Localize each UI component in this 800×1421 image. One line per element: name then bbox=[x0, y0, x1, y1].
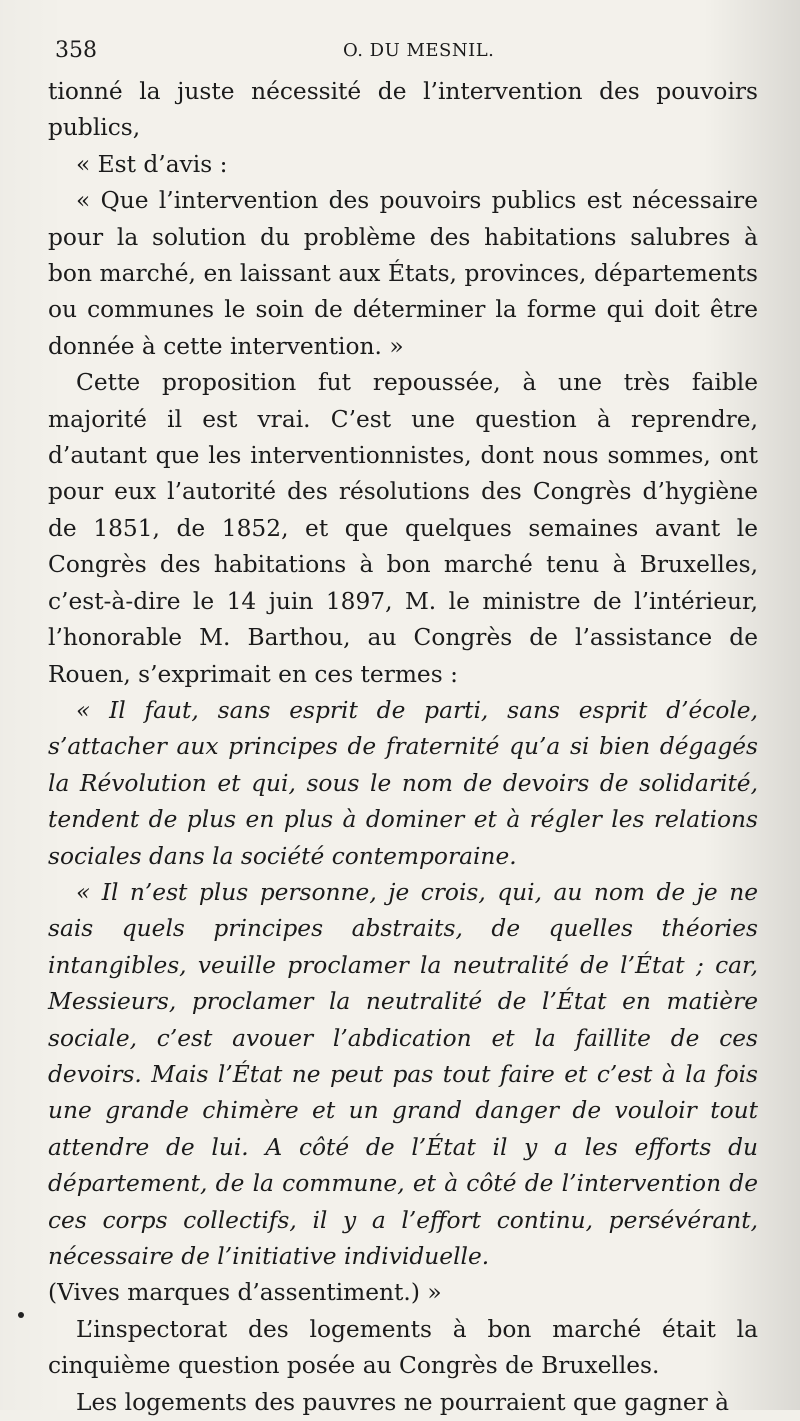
quote-paragraph-2: « Il n’est plus personne, je crois, qui, au nom de je ne sais quels principes abstraits, de quelles théories intangibles, veuille proclamer la neutralité de l’État ; car, Messieurs, proclamer la neutralité de l’État en matière sociale, c’est avouer l’abdication et la faillite de ces devoirs. Mais l’État ne peut pas tout faire et c’est à la fois une grande chimère et un grand danger de vouloir tout attendre de lui. A côté de l’État il y a les efforts du département, de la commune, et à côté de l’intervention de ces corps collectifs, il y a l’effort continu, persévérant, nécessaire de l’initiative individuelle. bbox=[48, 878, 758, 1270]
paragraph-logements: Les logements des pauvres ne pourraient que gagner à bbox=[76, 1388, 730, 1416]
paragraph-proposition: Cette proposition fut repoussée, à une très faible majorité il est vrai. C’est une question à reprendre, d’autant que les interventionnistes, dont nous sommes, ont pour eux l’autorité des résolutions des Congrès d’hygiène de 1851, de 1852, et que quelques semaines avant le Congrès des habitations à bon marché tenu à Bruxelles, c’est-à-dire le 14 juin 1897, M. le ministre de l’intérieur, l’honorable M. Barthou, au Congrès de l’assistance de Rouen, s’exprimait en ces termes : bbox=[48, 369, 758, 688]
paragraph-continuation: tionné la juste nécessité de l’intervention des pouvoirs publics, bbox=[48, 78, 758, 142]
page-number: 358 bbox=[55, 38, 97, 63]
paragraph-inspectorat: L’inspectorat des logements à bon marché était la cinquième question posée au Congrès de Bruxelles. bbox=[48, 1315, 758, 1380]
quote-paragraph-1: « Il faut, sans esprit de parti, sans esprit d’école, s’attacher aux principes de fraternité qu’a si bien dégagés la Révolution et qui, sous le nom de devoirs de solidarité, tendent de plus en plus à dominer et à régler les relations sociales dans la société contemporaine. bbox=[48, 696, 758, 870]
applause-note: (Vives marques d’assentiment.) » bbox=[48, 1279, 442, 1307]
running-head: O. DU MESNIL. bbox=[343, 40, 495, 61]
page-header bbox=[55, 38, 760, 68]
paragraph-est-avis: « Est d’avis : bbox=[76, 150, 228, 178]
margin-dot bbox=[18, 1312, 24, 1318]
body-text bbox=[48, 74, 758, 1421]
paragraph-resolution: « Que l’intervention des pouvoirs publics est nécessaire pour la solution du problème des habitations salubres à bon marché, en laissant aux États, provinces, départements ou communes le soin de déterminer la forme qui doit être donnée à cette intervention. » bbox=[48, 187, 758, 360]
